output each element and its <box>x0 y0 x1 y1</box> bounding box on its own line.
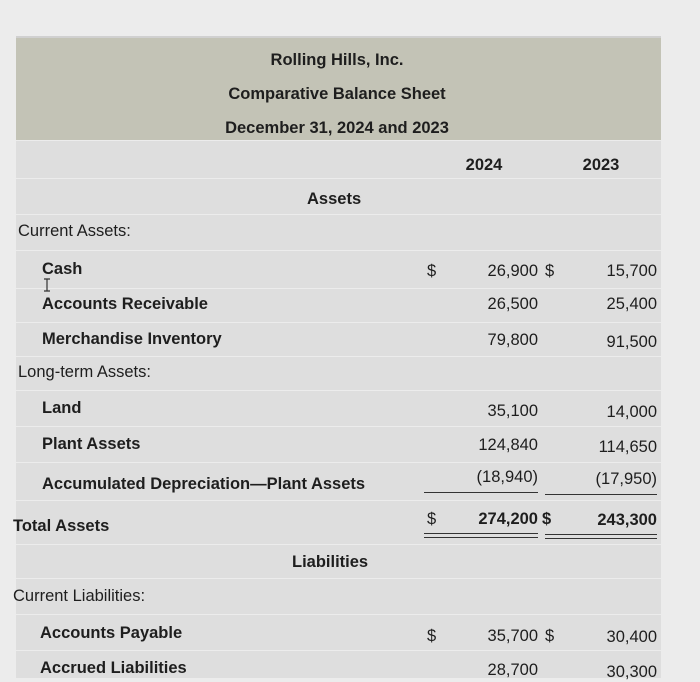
row-divider <box>16 390 661 391</box>
statement-date: December 31, 2024 and 2023 <box>225 119 449 137</box>
accumulated-depreciation-2024-value: (18,940) <box>476 468 538 486</box>
accounts-receivable-2023-value: 25,400 <box>606 295 657 313</box>
total-assets-2023-value: 243,300 <box>597 511 657 529</box>
land-label: Land <box>42 399 82 417</box>
longterm-assets-heading: Long-term Assets: <box>18 363 151 381</box>
land-2024-value: 35,100 <box>487 402 538 420</box>
row-divider <box>16 650 661 651</box>
row-divider <box>16 322 661 323</box>
merchandise-inventory-label: Merchandise Inventory <box>42 330 222 348</box>
cash-2023-dollar-sign: $ <box>545 262 555 280</box>
total-assets-2024-dollar-sign: $ <box>427 510 437 528</box>
accrued-liabilities-2023-value: 30,300 <box>606 663 657 681</box>
subtotal-underline-2023 <box>545 494 657 495</box>
accumulated-depreciation-label: Accumulated Depreciation—Plant Assets <box>42 475 366 493</box>
row-divider <box>16 500 661 501</box>
accounts-payable-2024-dollar-sign: $ <box>427 627 437 645</box>
cash-label: Cash <box>42 260 83 278</box>
total-assets-2023-dollar-sign: $ <box>542 510 552 528</box>
row-divider <box>16 140 661 141</box>
current-assets-heading: Current Assets: <box>18 222 131 240</box>
land-2023-value: 14,000 <box>606 403 657 421</box>
row-divider <box>16 356 661 357</box>
row-divider <box>16 614 661 615</box>
total-assets-2024-value: 274,200 <box>478 510 538 528</box>
accrued-liabilities-2024-value: 28,700 <box>487 661 538 679</box>
company-name: Rolling Hills, Inc. <box>270 51 404 69</box>
merchandise-inventory-2023-value: 91,500 <box>606 333 657 351</box>
accounts-payable-label: Accounts Payable <box>40 624 183 642</box>
row-divider <box>16 426 661 427</box>
subtotal-underline-2024 <box>424 492 538 493</box>
current-liabilities-heading: Current Liabilities: <box>13 587 146 605</box>
row-divider <box>16 178 661 179</box>
accounts-receivable-label: Accounts Receivable <box>42 295 208 313</box>
column-header-2023: 2023 <box>582 156 620 174</box>
row-divider <box>16 462 661 463</box>
cash-2023-value: 15,700 <box>606 262 657 280</box>
accounts-receivable-2024-value: 26,500 <box>487 295 538 313</box>
cash-2024-dollar-sign: $ <box>427 262 437 280</box>
row-divider <box>16 214 661 215</box>
total-double-underline-2024 <box>424 533 538 538</box>
accrued-liabilities-label: Accrued Liabilities <box>40 659 187 677</box>
row-divider <box>16 288 661 289</box>
plant-assets-label: Plant Assets <box>42 435 141 453</box>
accumulated-depreciation-2023-value: (17,950) <box>595 470 657 488</box>
statement-title: Comparative Balance Sheet <box>228 85 446 103</box>
column-header-2024: 2024 <box>465 156 503 174</box>
accounts-payable-2023-dollar-sign: $ <box>545 627 555 645</box>
accounts-payable-2023-value: 30,400 <box>606 628 657 646</box>
row-divider <box>16 544 661 545</box>
cash-2024-value: 26,900 <box>487 262 538 280</box>
plant-assets-2024-value: 124,840 <box>478 436 538 454</box>
row-divider <box>16 578 661 579</box>
merchandise-inventory-2024-value: 79,800 <box>487 331 538 349</box>
assets-section-title: Assets <box>307 190 362 208</box>
accounts-payable-2024-value: 35,700 <box>487 627 538 645</box>
liabilities-section-title: Liabilities <box>292 553 369 571</box>
plant-assets-2023-value: 114,650 <box>598 438 657 456</box>
total-assets-label: Total Assets <box>13 517 110 535</box>
text-cursor-icon <box>42 278 52 292</box>
row-divider <box>16 250 661 251</box>
total-double-underline-2023 <box>545 534 657 539</box>
